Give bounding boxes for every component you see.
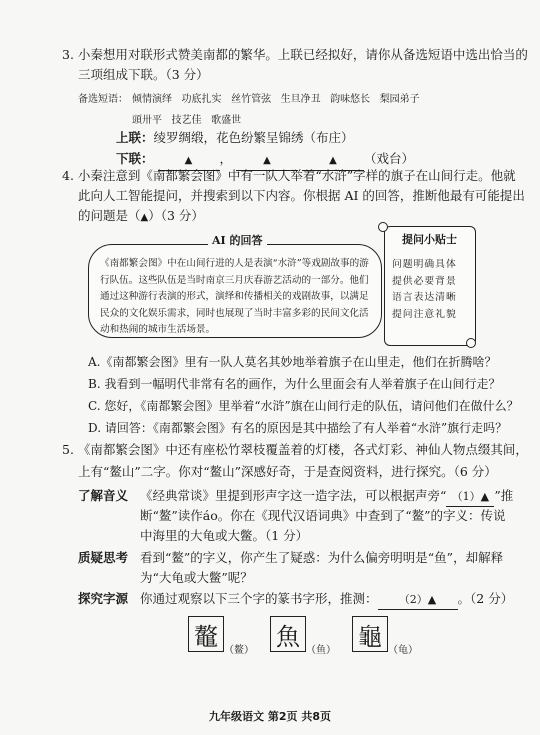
- lower-blank-1[interactable]: ▲: [158, 150, 220, 171]
- ai-answer-title: AI 的回答: [208, 232, 267, 248]
- q3-options-row1: 倾情演绎 功底扎实 丝竹管弦 生旦净丑 韵味悠长 梨园弟子: [132, 94, 420, 105]
- q5-s2-line1: 看到“鳌”的字义，你产生了疑惑：为什么偏旁明明是“鱼”，却解释: [140, 550, 504, 565]
- q3-lower-couplet: 下联： ▲ ， ▲ ▲ （戏台）: [116, 150, 414, 171]
- q5-s2-label: 质疑思考: [78, 550, 129, 565]
- q5-s1-line3: 中海里的大龟或大鳖。（1 分）: [140, 528, 309, 543]
- q5-s1-line1: 《经典常谈》里提到形声字这一造字法，可以根据声旁“ （1）▲ ”推: [140, 487, 513, 507]
- scroll-curl-bottom: [466, 338, 476, 348]
- tip-text: 问题明确具体提供必要背景语言表达清晰提问注意礼貌: [392, 259, 457, 320]
- q5-s3-label: 探究字源: [78, 591, 129, 606]
- seal-caption-ao: （鳌）: [224, 645, 254, 656]
- q5-s1-label: 了解音义: [78, 488, 129, 503]
- answer-blank[interactable]: ▲: [140, 212, 149, 223]
- q4-option-b[interactable]: B. 我看到一幅明代非常有名的画作，为什么里面会有人举着旗子在山间行走？: [88, 377, 501, 391]
- q3-stem: 3. 小秦想用对联形式赞美南都的繁华。上联已经拟好，请你从备选短语中选出恰当的: [62, 47, 528, 62]
- q3-options-label: 备选短语：: [78, 94, 128, 105]
- q4-option-d[interactable]: D. 请回答：《南都繁会图》有名的原因是其中描绘了有人举着“水浒”旗行走吗？: [88, 421, 508, 435]
- q3-options-row2: 頭卅平 技艺佳 歌盛世: [132, 115, 242, 126]
- seal-glyph-yu: 魚: [270, 616, 306, 652]
- upper-text: 绫罗绸缎，花色纷繁呈锦绣（布庄）: [153, 130, 354, 145]
- q5-s2-line2: 为“大龟或大鳖”呢？: [140, 570, 253, 585]
- page-footer: 九年级语文 第2页 共8页: [209, 710, 331, 723]
- q5-line2: 上有“鳌山”二字。你对“鳌山”深感好奇，于是查阅资料，进行探究。（6 分）: [78, 464, 497, 479]
- q4-line3: 的问题是（▲）（3 分）: [78, 208, 204, 223]
- q3-upper-couplet: [116, 129, 354, 147]
- seal-caption-yu: （鱼）: [306, 645, 336, 656]
- ai-answer-text: 《南都繁会图》中在山间行进的人是表演“水浒”等戏剧故事的游行队伍。这些队伍是当时南京三月庆春游艺活动的一部分。他们通过这种游行表演的形式，演绎和传播相关的戏剧故事，以满足民众的文化娱乐需求，同时也展现了当时丰富多彩的民间文化活动和热闹的城市生活场景。: [100, 258, 369, 335]
- q3-stem-cont: 三项组成下联。（3 分）: [78, 67, 209, 82]
- q5-s3-line: 你通过观察以下三个字的篆书字形，推测： （2）▲ 。（2 分）: [140, 590, 513, 610]
- blank-1[interactable]: （1）▲: [446, 488, 494, 507]
- seal-caption-gui: （龟）: [388, 645, 418, 656]
- upper-label: 上联：: [116, 130, 154, 145]
- scroll-curl-top: [378, 222, 388, 232]
- lower-blank-3[interactable]: ▲: [302, 150, 364, 171]
- lower-blank-2[interactable]: ▲: [236, 150, 298, 171]
- q4-line2: 此向人工智能提问，并搜索到以下内容。你根据 AI 的回答，推断他最有可能提出: [78, 188, 525, 203]
- seal-glyph-gui: 龜: [352, 616, 388, 652]
- seal-glyph-ao: 鼇: [188, 616, 224, 652]
- q5-line1: 5. 《南都繁会图》中还有座松竹翠枝覆盖着的灯楼，各式灯彩、神仙人物点缀其间，: [62, 442, 528, 457]
- q4-option-c[interactable]: C. 您好，《南都繁会图》里举着“水浒”旗在山间行走的队伍，请问他们在做什么？: [88, 399, 519, 413]
- q4-line1: 4. 小秦注意到《南都繁会图》中有一队人举着“水浒”字样的旗子在山间行走。他就: [62, 168, 516, 183]
- q4-option-a[interactable]: A.《南都繁会图》里有一队人莫名其妙地举着旗子在山里走，他们在折腾啥？: [88, 355, 497, 369]
- lower-label: 下联：: [116, 151, 154, 166]
- q5-s1-line2: 断“鳌”读作áo。你在《现代汉语词典》中查到了“鳌”的字义：传说: [140, 508, 506, 523]
- blank-2[interactable]: （2）▲: [378, 591, 458, 610]
- tip-title: 提问小贴士: [402, 233, 457, 246]
